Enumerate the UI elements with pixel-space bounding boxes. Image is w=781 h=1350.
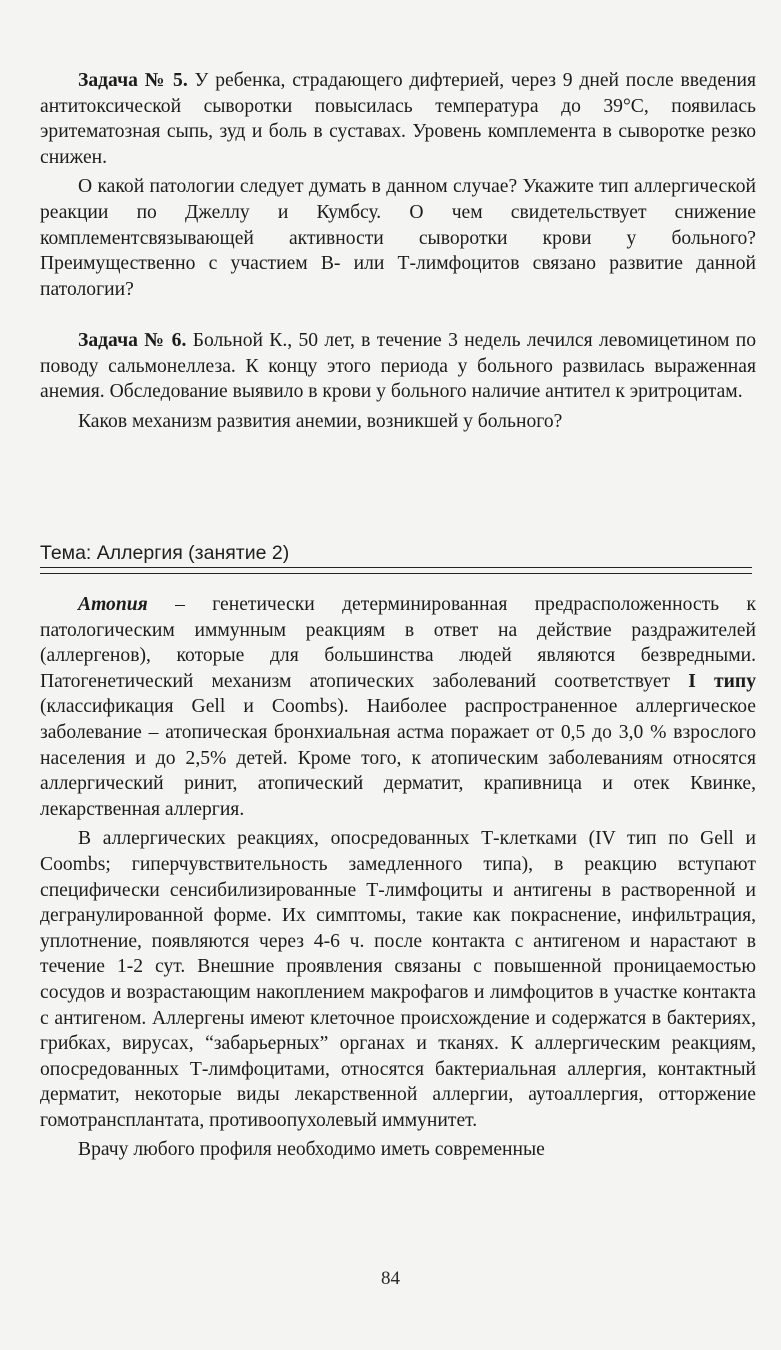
topic-heading: Тема: Аллергия (занятие 2) [40,542,290,564]
task-6-text: Больной К., 50 лет, в течение 3 недель лечился левомицетином по поводу сальмонеллеза. К концу этого периода у больного развилась выраженная анемия. Обследование выявило в крови у больного наличие антител к эритроцитам. [40,330,757,403]
task-6 [40,328,756,434]
atopy-paragraph [40,592,756,822]
task-5-text: У ребенка, страдающего дифтерией, через 9 дней после введения антитоксической сыворотки повысилась температура до 39°С, появилась эритематозная сыпь, зуд и боль в суставах. Уровень комплемента в сыворотке резко снижен. [40,70,756,168]
task-5-question: О какой патологии следует думать в данном случае? Укажите тип аллергической реакции по Джеллу и Кумбсу. О чем свидетельствует снижение комплементсвязывающей активности сыворотки крови у больного? Преимущественно с участием В- или Т-лимфоцитов связано развитие данной патологии? [40,176,756,300]
task-6-label: Задача № 6. [78,330,187,351]
atopy-text-part-1: – генетически детерминированная предрасположенность к патологическим иммунным реакциям в ответ на действие раздражителей (аллергенов), которые для большинства людей являются безвредными. Патогенетический механизм атопических заболеваний соответствует [40,594,756,692]
task-5 [40,68,756,302]
task-6-question: Каков механизм развития анемии, возникшей у больного? [78,410,563,432]
heading-double-rule [40,567,752,574]
doctor-paragraph: Врачу любого профиля необходимо иметь современные [78,1139,545,1161]
atopy-text-part-2: (классификация Gell и Coombs). Наиболее распространенное аллергическое заболевание – атопическая бронхиальная астма поражает от 0,5 до 3,0 % взрослого населения и до 2,5% детей. Кроме того, к атопическим заболеваниям относятся аллергический ринит, атопический дерматит, крапивница и отек Квинке, лекарственная аллергия. [40,696,756,820]
page-number: 84 [381,1268,400,1289]
atopy-term: Атопия [78,594,148,615]
topic-body [40,592,756,1163]
task-6-statement [40,328,756,405]
task-5-statement [40,68,756,170]
task-5-label: Задача № 5. [78,70,188,91]
t-cell-paragraph: В аллергических реакциях, опосредованных Т-клетками (IV тип по Gell и Coombs; гиперчувствительность замедленного типа), в реакцию вступают специфически сенсибилизированные Т-лимфоциты и антигены в растворенной и дегранулированной форме. Их симптомы, такие как покраснение, инфильтрация, уплотнение, появляются через 4-6 ч. после контакта с антигеном и нарастают в течение 1-2 сут. Внешние проявления связаны с повышенной проницаемостью сосудов и возрастающим накоплением макрофагов и лимфоцитов в участке контакта с антигеном. Аллергены имеют клеточное происхождение и содержатся в бактериях, грибках, вирусах, “забарьерных” органах и тканях. К аллергическим реакциям, опосредованных Т-лимфоцитами, относятся бактериальная аллергия, контактный дерматит, некоторые виды лекарственной аллергии, аутоаллергия, отторжение гомотрансплантата, противоопухолевый иммунитет. [40,828,756,1131]
atopy-type-emphasis: I типу [688,670,756,692]
